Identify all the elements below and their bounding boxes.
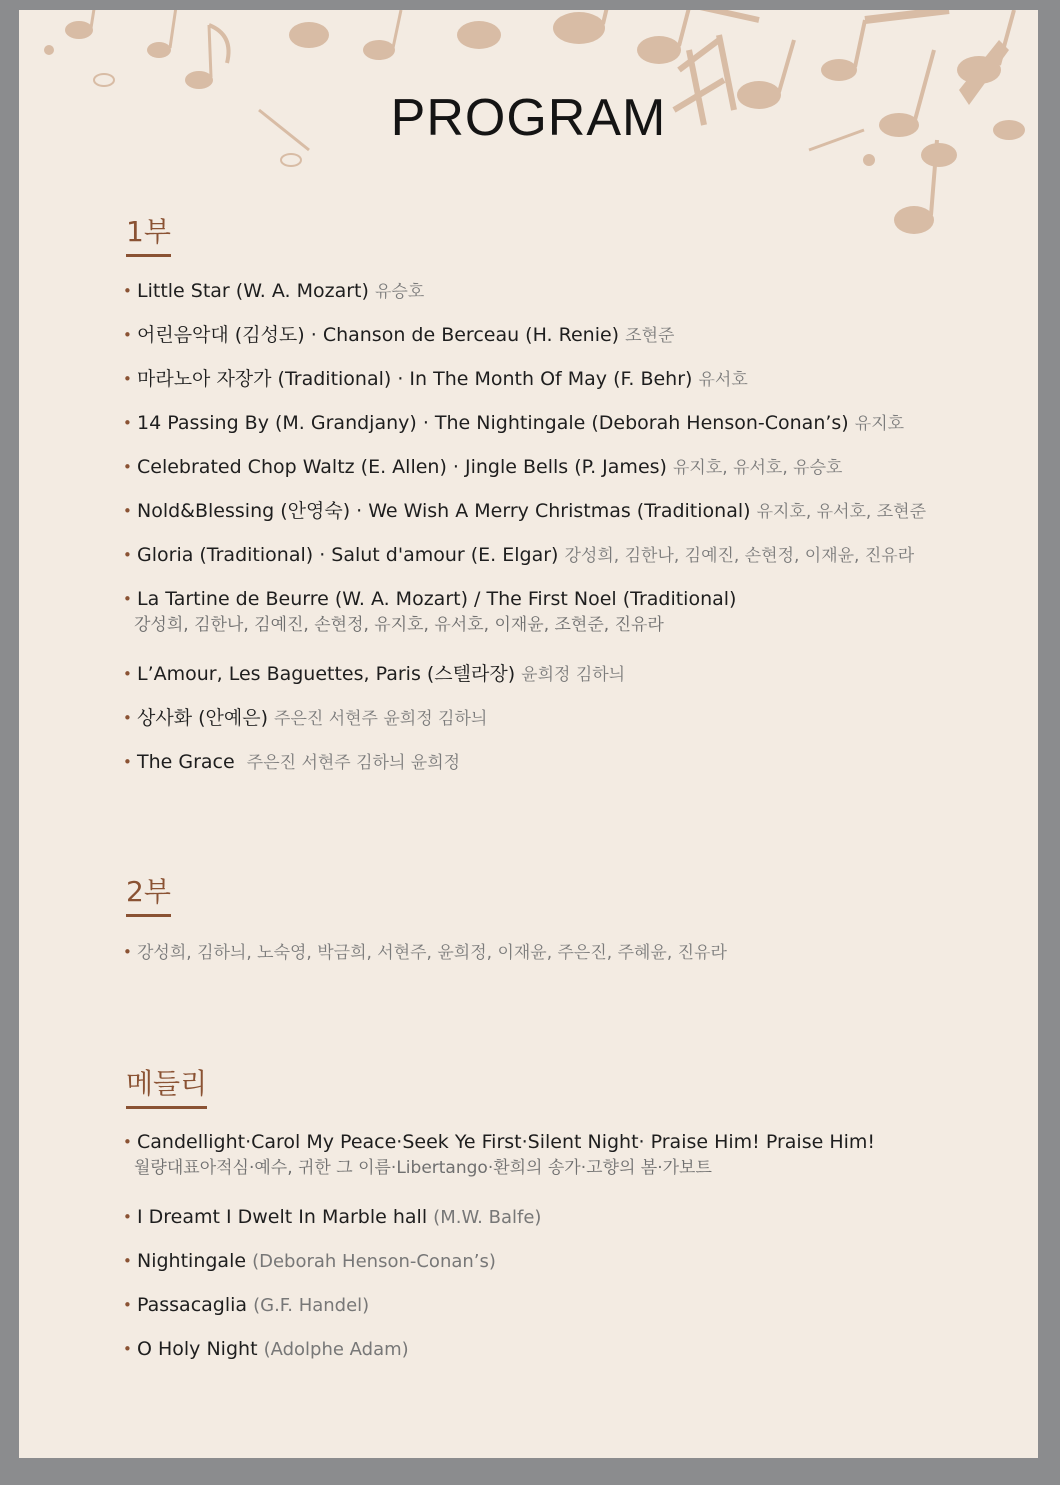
composer: (G.F. Handel): [253, 1295, 370, 1316]
list-item: [123, 323, 1023, 367]
performers: 유지호: [854, 414, 905, 434]
list-item: [123, 367, 1023, 411]
performers: 조현준: [625, 326, 675, 346]
piece-title: 어린음악대 (김성도) · Chanson de Berceau (H. Renie): [137, 324, 620, 346]
performers: 강성희, 김한나, 김예진, 손현정, 이재윤, 진유라: [564, 546, 915, 566]
performers: 유지호, 유서호, 조현준: [756, 502, 926, 522]
performers: 강성희, 김하늬, 노숙영, 박금희, 서현주, 윤희정, 이재윤, 주은진, 주혜윤, 진유라: [137, 943, 727, 963]
section-heading-part2: 2부: [126, 870, 171, 917]
list-item: [123, 662, 1023, 706]
list-item: [123, 1205, 1023, 1249]
list-item: [123, 750, 1023, 794]
performers: 유지호, 유서호, 유승호: [673, 458, 843, 478]
piece-title: I Dreamt I Dwelt In Marble hall: [137, 1206, 428, 1228]
piece-title: Little Star (W. A. Mozart): [137, 280, 369, 302]
list-item: [123, 279, 1023, 323]
composer: (Deborah Henson-Conan’s): [252, 1251, 496, 1272]
piece-title: 14 Passing By (M. Grandjany) · The Nightingale (Deborah Henson-Conan’s): [137, 412, 849, 434]
list-item: [123, 706, 1023, 750]
section-heading-medley: 메들리: [126, 1062, 207, 1109]
list-item: [123, 940, 1023, 984]
part1-list: [123, 279, 1023, 794]
medley-list: [123, 1130, 1023, 1381]
section-heading-part1: 1부: [126, 210, 171, 257]
performers: 유승호: [374, 282, 425, 302]
list-item: [123, 587, 1023, 662]
piece-title: La Tartine de Beurre (W. A. Mozart) / The First Noel (Traditional): [137, 588, 737, 610]
composer: (Adolphe Adam): [263, 1339, 409, 1360]
piece-title: Gloria (Traditional) · Salut d'amour (E. Elgar): [137, 544, 559, 566]
list-item: [123, 543, 1023, 587]
list-item: [123, 1130, 1023, 1205]
medley-subtitle: 월량대표아적심·예수, 귀한 그 이름·Libertango·환희의 송가·고향의 봄·가보트: [134, 1158, 712, 1178]
list-item: [123, 455, 1023, 499]
piece-title: Passacaglia: [137, 1294, 248, 1316]
piece-title: 마라노아 자장가 (Traditional) · In The Month Of May (F. Behr): [137, 368, 693, 390]
composer: (M.W. Balfe): [433, 1207, 542, 1228]
piece-title: Celebrated Chop Waltz (E. Allen) · Jingle Bells (P. James): [137, 456, 667, 478]
list-item: [123, 1293, 1023, 1337]
performers: 강성희, 김한나, 김예진, 손현정, 유지호, 유서호, 이재윤, 조현준, 진유라: [134, 615, 664, 635]
performers: 윤희정 김하늬: [521, 665, 626, 685]
piece-title: L’Amour, Les Baguettes, Paris (스텔라장): [137, 663, 516, 685]
performers: 주은진 서현주 윤희정 김하늬: [274, 709, 488, 729]
page-title: PROGRAM: [390, 89, 667, 147]
program-sheet: [19, 10, 1038, 1458]
piece-title: 상사화 (안예은): [137, 707, 268, 729]
piece-title: The Grace: [137, 751, 235, 773]
part2-list: [123, 940, 1023, 984]
piece-title: Nold&Blessing (안영숙) · We Wish A Merry Christmas (Traditional): [137, 500, 751, 522]
piece-title: O Holy Night: [137, 1338, 258, 1360]
performers: 주은진 서현주 김하늬 윤희정: [246, 753, 461, 773]
performers: 유서호: [698, 370, 748, 390]
piece-title: Nightingale: [137, 1250, 247, 1272]
list-item: [123, 1249, 1023, 1293]
list-item: [123, 499, 1023, 543]
piece-title: Candellight·Carol My Peace·Seek Ye First·Silent Night· Praise Him! Praise Him!: [137, 1131, 876, 1153]
list-item: [123, 1337, 1023, 1381]
list-item: [123, 411, 1023, 455]
